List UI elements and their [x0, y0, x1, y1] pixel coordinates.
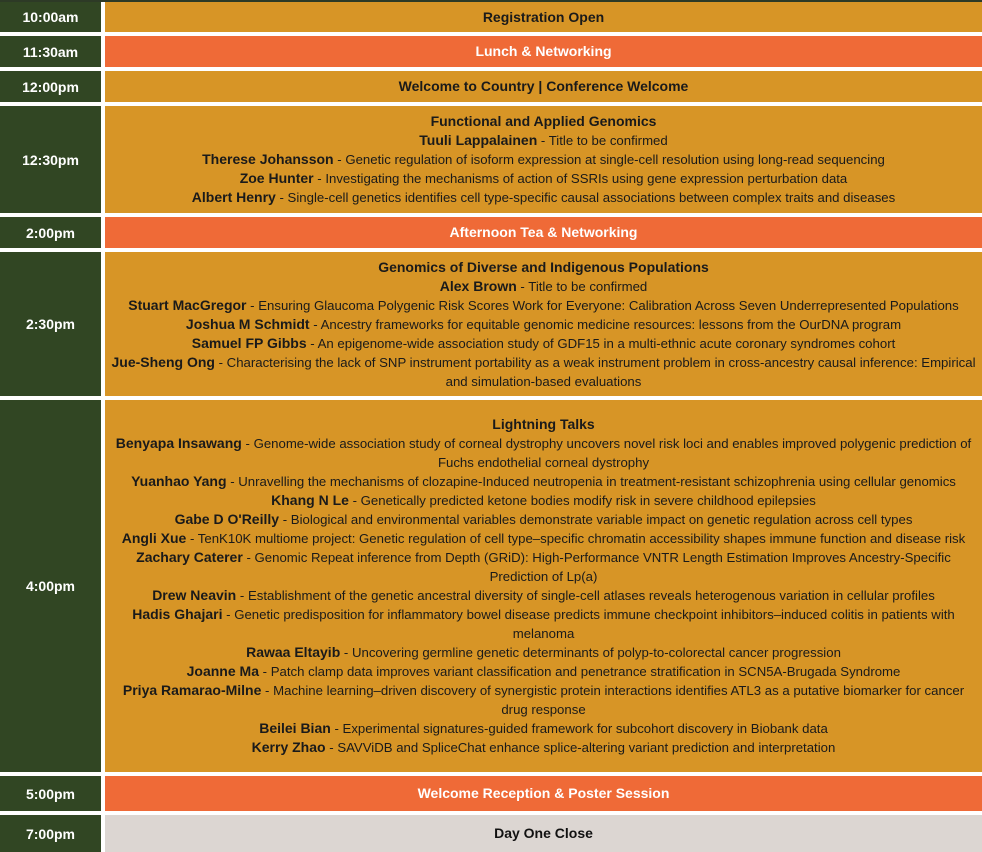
talk-title: Genome-wide association study of corneal dystrophy uncovers novel risk loci and enables improved polygenic prediction of Fuchs endothelial corneal dystrophy	[253, 436, 972, 470]
speaker-name: Albert Henry	[191, 189, 276, 205]
speaker-name: Gabe D O'Reilly	[174, 511, 280, 527]
speaker-name: Yuanhao Yang	[131, 473, 227, 489]
speaker-name: Joanne Ma	[186, 663, 259, 679]
session-title: Welcome Reception & Poster Session	[105, 776, 982, 811]
talk-item: Samuel FP Gibbs - An epigenome-wide association study of GDF15 in a multi-ethnic acute coronary syndromes cohort	[191, 334, 896, 351]
talk-title: Unravelling the mechanisms of clozapine-Induced neutropenia in treatment-resistant schizophrenia using cellular genomics	[238, 474, 956, 489]
schedule-row	[0, 36, 982, 67]
speaker-name: Zoe Hunter	[239, 170, 314, 186]
talk-title: Investigating the mechanisms of action of SSRIs using gene expression perturbation data	[325, 171, 848, 186]
speaker-name: Priya Ramarao-Milne	[122, 682, 262, 698]
talk-item: Rawaa Eltayib - Uncovering germline genetic determinants of polyp-to-colorectal cancer progression	[246, 644, 841, 660]
schedule-row	[0, 2, 982, 32]
talk-item: Jue-Sheng Ong - Characterising the lack of SNP instrument portability as a weak instrument problem in cross-ancestry causal inference: Empirical and simulation-based evaluations	[111, 353, 976, 389]
talk-title: Establishment of the genetic ancestral diversity of single-cell atlases reveals heterogenous variation in cellular profiles	[247, 588, 935, 603]
session-title: Day One Close	[105, 815, 982, 852]
speaker-name: Alex Brown	[439, 277, 517, 294]
speaker-name: Stuart MacGregor	[128, 296, 247, 313]
speaker-name: Khang N Le	[271, 492, 349, 508]
talk-title: Characterising the lack of SNP instrument portability as a weak instrument problem in cross-ancestry causal inference: Empirical and simulation-based evaluations	[226, 354, 976, 389]
talk-title: Patch clamp data improves variant classification and penetrance stratification in SCN5A-Brugada Syndrome	[270, 664, 901, 679]
speaker-name: Tuuli Lappalainen	[419, 132, 538, 148]
speaker-name: Therese Johansson	[202, 151, 334, 167]
talk-title: SAVViDB and SpliceChat enhance splice-altering variant prediction and interpretation	[337, 740, 836, 755]
talk-item: Kerry Zhao - SAVViDB and SpliceChat enhance splice-altering variant prediction and interpretation	[251, 739, 836, 755]
speaker-name: Zachary Caterer	[136, 549, 243, 565]
talk-title: Ensuring Glaucoma Polygenic Risk Scores Work for Everyone: Calibration Across Seven Underrepresented Populations	[258, 297, 959, 313]
session-title: Afternoon Tea & Networking	[105, 217, 982, 248]
speaker-name: Joshua M Schmidt	[185, 315, 310, 332]
talk-item: Angli Xue - TenK10K multiome project: Genetic regulation of cell type–specific chromatin accessibility shapes immune function and disease risk	[121, 530, 966, 546]
talk-title: Title to be confirmed	[528, 278, 648, 294]
time-cell: 2:30pm	[0, 252, 101, 396]
talk-title: Title to be confirmed	[548, 133, 668, 148]
talk-title: TenK10K multiome project: Genetic regulation of cell type–specific chromatin accessibility shapes immune function and disease risk	[197, 531, 966, 546]
schedule-row	[0, 400, 982, 772]
time-cell: 4:00pm	[0, 400, 101, 772]
talk-item: Albert Henry - Single-cell genetics identifies cell type-specific causal associations between complex traits and diseases	[191, 189, 896, 205]
speaker-name: Drew Neavin	[152, 587, 237, 603]
talk-item: Joshua M Schmidt - Ancestry frameworks for equitable genomic medicine resources: lessons from the OurDNA program	[185, 315, 902, 332]
talk-title: Machine learning–driven discovery of synergistic protein interactions identifies ATL3 as a putative biomarker for cancer drug response	[273, 683, 965, 717]
time-cell: 12:30pm	[0, 106, 101, 213]
talk-title: Single-cell genetics identifies cell type-specific causal associations between complex traits and diseases	[287, 190, 896, 205]
speaker-name: Samuel FP Gibbs	[191, 334, 307, 351]
session-block	[105, 252, 982, 396]
talk-item: Drew Neavin - Establishment of the genetic ancestral diversity of single-cell atlases reveals heterogenous variation in cellular profiles	[152, 587, 935, 603]
time-cell: 12:00pm	[0, 71, 101, 102]
talk-item: Zoe Hunter - Investigating the mechanisms of action of SSRIs using gene expression perturbation data	[239, 170, 848, 186]
talk-item: Zachary Caterer - Genomic Repeat inference from Depth (GRiD): High-Performance VNTR Length Estimation Improves Ancestry-Specific Prediction of Lp(a)	[136, 549, 951, 584]
talk-item: Gabe D O'Reilly - Biological and environmental variables demonstrate variable impact on genetic regulation across cell types	[174, 511, 913, 527]
talk-item: Hadis Ghajari - Genetic predisposition for inflammatory bowel disease predicts immune checkpoint inhibitors–induced colitis in patients with melanoma	[132, 606, 955, 641]
time-cell: 10:00am	[0, 2, 101, 32]
schedule-row	[0, 217, 982, 248]
talk-item: Yuanhao Yang - Unravelling the mechanisms of clozapine-Induced neutropenia in treatment-resistant schizophrenia using cellular genomics	[131, 473, 956, 489]
session-title: Lunch & Networking	[105, 36, 982, 67]
session-title: Lightning Talks	[492, 416, 595, 432]
session-block	[105, 106, 982, 213]
schedule-row	[0, 776, 982, 811]
talk-item: Benyapa Insawang - Genome-wide association study of corneal dystrophy uncovers novel risk loci and enables improved polygenic prediction of Fuchs endothelial corneal dystrophy	[115, 435, 972, 470]
talk-title: Genetic regulation of isoform expression at single-cell resolution using long-read sequencing	[345, 152, 885, 167]
schedule-row	[0, 815, 982, 852]
time-cell: 7:00pm	[0, 815, 101, 852]
talk-title: Experimental signatures-guided framework for subcohort discovery in Biobank data	[342, 721, 828, 736]
session-title: Welcome to Country | Conference Welcome	[105, 71, 982, 102]
talk-title: An epigenome-wide association study of GDF15 in a multi-ethnic acute coronary syndromes cohort	[317, 335, 896, 351]
talk-title: Genomic Repeat inference from Depth (GRiD): High-Performance VNTR Length Estimation Improves Ancestry-Specific Prediction of Lp(a)	[254, 550, 951, 584]
session-block	[105, 400, 982, 772]
talk-item: Therese Johansson - Genetic regulation of isoform expression at single-cell resolution using long-read sequencing	[202, 151, 885, 167]
talk-title: Uncovering germline genetic determinants of polyp-to-colorectal cancer progression	[351, 645, 841, 660]
time-cell: 2:00pm	[0, 217, 101, 248]
talk-title: Ancestry frameworks for equitable genomic medicine resources: lessons from the OurDNA program	[320, 316, 902, 332]
talk-title: Genetic predisposition for inflammatory bowel disease predicts immune checkpoint inhibitors–induced colitis in patients with melanoma	[234, 607, 955, 641]
talk-item: Alex Brown - Title to be confirmed	[439, 277, 648, 294]
talk-item: Joanne Ma - Patch clamp data improves variant classification and penetrance stratification in SCN5A-Brugada Syndrome	[186, 663, 901, 679]
session-title: Genomics of Diverse and Indigenous Populations	[378, 258, 709, 275]
talk-title: Biological and environmental variables demonstrate variable impact on genetic regulation across cell types	[290, 512, 913, 527]
time-cell: 5:00pm	[0, 776, 101, 811]
session-title: Registration Open	[105, 2, 982, 32]
talk-item: Beilei Bian - Experimental signatures-guided framework for subcohort discovery in Biobank data	[259, 720, 828, 736]
speaker-name: Rawaa Eltayib	[246, 644, 341, 660]
talk-item: Stuart MacGregor - Ensuring Glaucoma Polygenic Risk Scores Work for Everyone: Calibration Across Seven Underrepresented Populations	[128, 296, 959, 313]
speaker-name: Benyapa Insawang	[115, 435, 242, 451]
speaker-name: Beilei Bian	[259, 720, 331, 736]
time-cell: 11:30am	[0, 36, 101, 67]
talk-item: Tuuli Lappalainen - Title to be confirmed	[419, 132, 668, 148]
speaker-name: Angli Xue	[121, 530, 187, 546]
talk-item: Khang N Le - Genetically predicted ketone bodies modify risk in severe childhood epilepsies	[271, 492, 816, 508]
speaker-name: Jue-Sheng Ong	[111, 353, 215, 370]
talk-item: Priya Ramarao-Milne - Machine learning–driven discovery of synergistic protein interactions identifies ATL3 as a putative biomarker for cancer drug response	[122, 682, 965, 717]
talk-title: Genetically predicted ketone bodies modify risk in severe childhood epilepsies	[360, 493, 816, 508]
schedule-row	[0, 71, 982, 102]
speaker-name: Kerry Zhao	[251, 739, 326, 755]
session-title: Functional and Applied Genomics	[430, 113, 657, 129]
schedule-row	[0, 252, 982, 396]
schedule-row	[0, 106, 982, 213]
speaker-name: Hadis Ghajari	[132, 606, 223, 622]
